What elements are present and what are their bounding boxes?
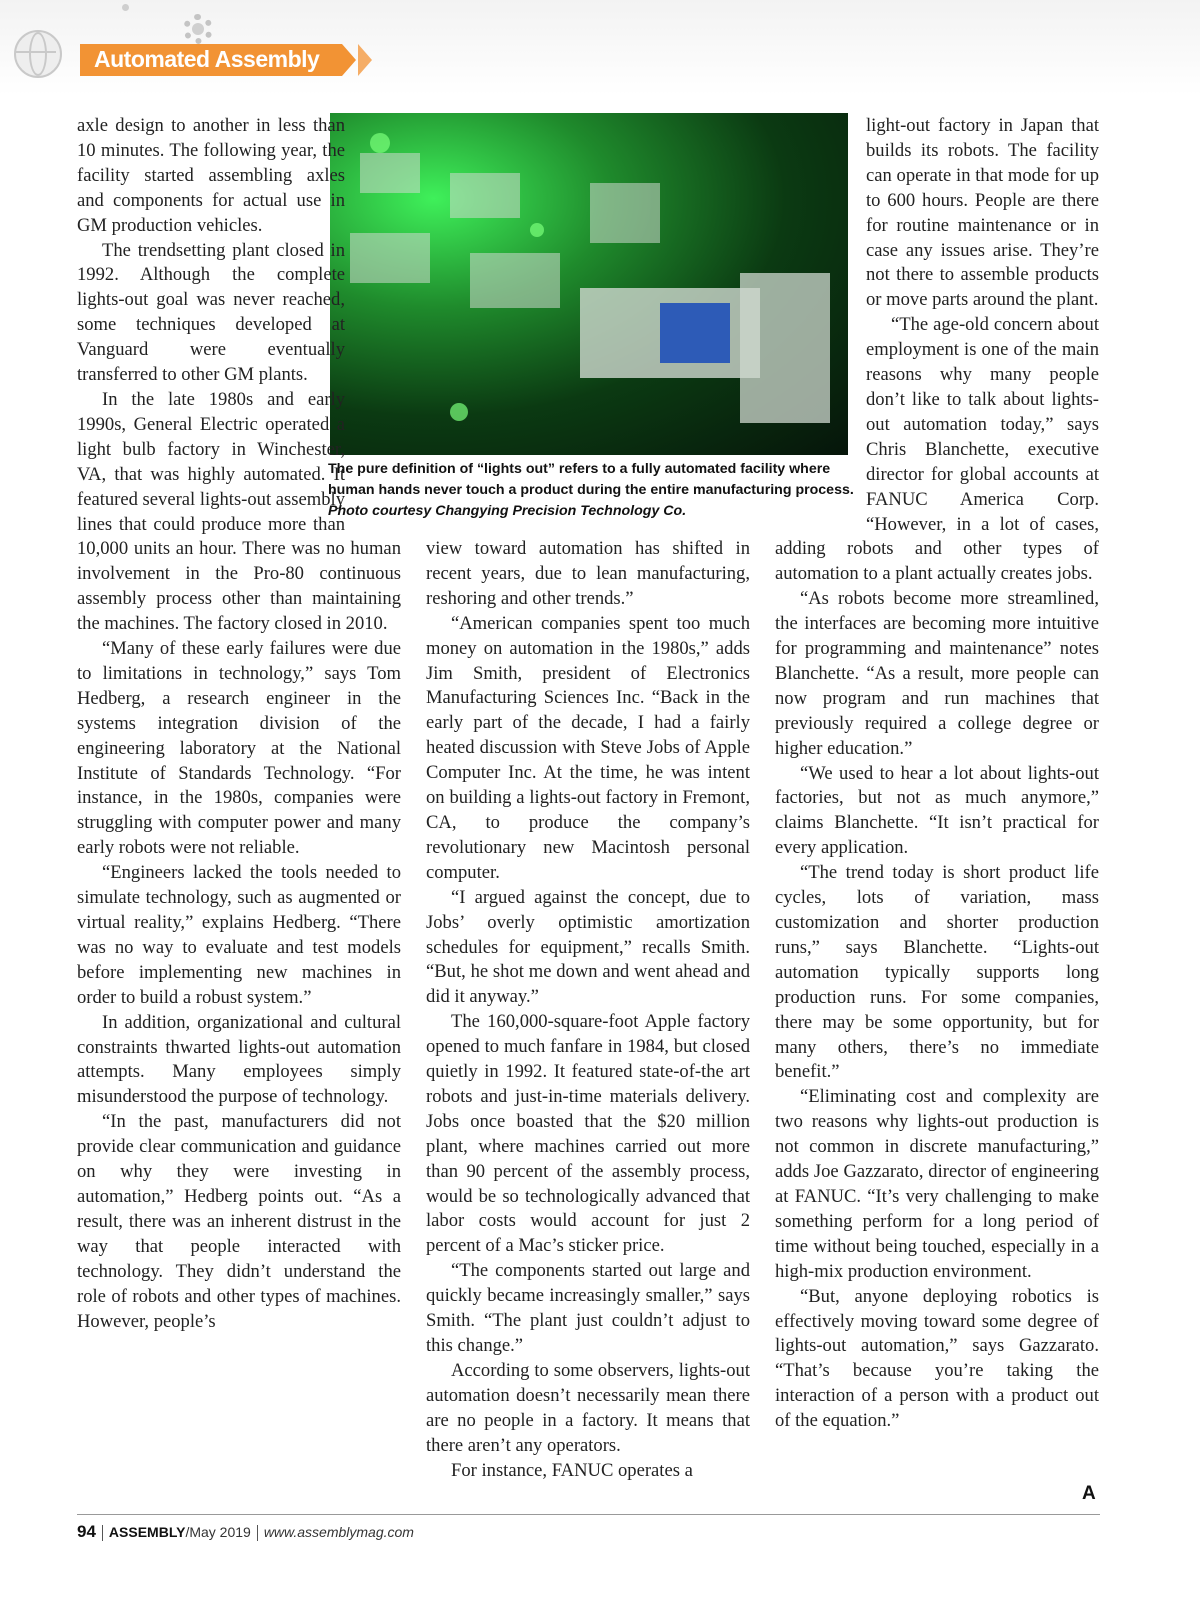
photo-machine <box>590 183 660 243</box>
photo-credit: Photo courtesy Changying Precision Technology Co. <box>328 503 687 519</box>
page-number: 94 <box>77 1522 96 1541</box>
chevron-right-icon <box>358 44 372 76</box>
gear-hub <box>192 23 204 35</box>
column-3 <box>775 114 1099 1434</box>
caption-text: The pure definition of “lights out” refers to a fully automated facility where human hands never touch a product during the entire manufacturing process. <box>328 461 854 498</box>
photo-machine <box>470 253 560 308</box>
paragraph: In addition, organizational and cultural constraints thwarted lights-out automation attempts. Many employees simply misunderstood the purpose of technology. <box>77 1011 401 1108</box>
issue-date: /May 2019 <box>185 1524 251 1540</box>
paragraph: “But, anyone deploying robotics is effectively moving toward some degree of lights-out automation,” says Gazzarato. “That’s because you’re taking the interaction of a person with a product out of the equation.” <box>775 1285 1099 1432</box>
paragraph: For instance, FANUC operates a <box>451 1459 693 1481</box>
factory-photo <box>330 113 848 455</box>
chevron-right-icon <box>342 44 356 76</box>
paragraph: “American companies spent too much money on automation in the 1980s,” adds Jim Smith, president of Electronics Manufacturing Sciences Inc. “Back in the early part of the decade, I had a fairly heated discussion with Steve Jobs of Apple Computer Inc. At the time, he was intent on building a lights-out factory in Fremont, CA, to produce the company’s revolutionary new Macintosh personal computer. <box>426 612 750 883</box>
paragraph: light-out factory in Japan that builds its robots. The facility can operate in that mode for up to 600 hours. People are there for routine maintenance or in case any issues arise. They’re not there to assemble products or move parts around the plant. <box>866 115 1099 311</box>
magazine-url: www.assemblymag.com <box>263 1524 414 1540</box>
paragraph: “I argued against the concept, due to Jobs’ overly optimistic amortization schedules for equipment,” recalls Smith. “But, he shot me down and went ahead and did it anyway.” <box>426 886 750 1008</box>
paragraph: “Eliminating cost and complexity are two reasons why lights-out production is not common in discrete manufacturing,” adds Joe Gazzarato, director of engineering at FANUC. “It’s very challenging to make something perform for a long period of time without being touched, especially in a high-mix production environment. <box>775 1086 1099 1282</box>
magazine-name: ASSEMBLY <box>108 1524 186 1540</box>
column-2 <box>426 537 750 1483</box>
paragraph: “Engineers lacked the tools needed to simulate technology, such as augmented or virtual reality,” explains Hedberg. “There was no way to evaluate and test models before implementing new machines in order to build a robust system.” <box>77 862 401 1008</box>
section-title: Automated Assembly <box>94 46 320 72</box>
photo-light <box>530 223 544 237</box>
photo-panel <box>660 303 730 363</box>
photo-light <box>450 403 468 421</box>
page-footer <box>77 1522 414 1542</box>
paragraph: “Many of these early failures were due to limitations in technology,” says Tom Hedberg, a research engineer in the systems integration division of the engineering laboratory at the National Institute of Standards Technology. “For instance, in the 1980s, companies were struggling with computer power and many early robots were not reliable. <box>77 638 401 859</box>
paragraph: The trendsetting plant closed in 1992. Although the complete lights-out goal was never reached, some techniques developed at Vanguard were eventually transferred to other GM plants. <box>77 239 345 386</box>
paragraph: According to some observers, lights-out automation doesn’t necessarily mean there are no people in a factory. It means that there aren’t any operators. <box>426 1359 750 1456</box>
paragraph: The 160,000-square-foot Apple factory opened to much fanfare in 1984, but closed quietly in 1992. It featured state-of-the art robots and just-in-time materials delivery. Jobs once boasted that the $20 million plant, where machines carried out more than 90 percent of the assembly process, would be so technologically advanced that labor costs would account for just 2 percent of a Mac’s sticker price. <box>426 1011 750 1257</box>
end-mark: A <box>1082 1483 1096 1504</box>
footer-separator <box>257 1525 258 1541</box>
page-header <box>0 0 1200 95</box>
paragraph: “The age-old concern about employment is one of the main reasons why many people don’t like to talk about lights-out automation today,” says Chris Blanchette, executive director for global accounts at FANUC America Corp. “However, in a lot of cases, adding robots and other types of automation to a plant actually creates jobs. <box>775 314 1099 585</box>
globe-icon <box>14 30 62 78</box>
column-1 <box>77 114 401 1334</box>
footer-divider <box>77 1514 1100 1515</box>
paragraph: “We used to hear a lot about lights-out factories, but not as much anymore,” claims Blanchette. “It isn’t practical for every application. <box>775 762 1099 859</box>
paragraph: “The components started out large and quickly became increasingly smaller,” says Smith. “The plant just couldn’t adjust to this change.” <box>426 1260 750 1356</box>
footer-separator <box>102 1525 103 1541</box>
decor-dot <box>122 4 129 11</box>
paragraph: “As robots become more streamlined, the interfaces are becoming more intuitive for programming and maintenance” notes Blanchette. “As a result, more people can now program and run machines that previously required a college degree or higher education.” <box>775 588 1099 759</box>
section-tag <box>80 44 342 76</box>
paragraph: view toward automation has shifted in recent years, due to lean manufacturing, reshoring and other trends.” <box>426 538 750 609</box>
paragraph: “The trend today is short product life cycles, lots of variation, mass customization and shorter production runs,” says Blanchette. “Lights-out automation typically supports long production runs. For some companies, there may be some opportunity, but for many others, there’s no immediate benefit.” <box>775 862 1099 1083</box>
paragraph: In the late 1980s and early 1990s, General Electric operated a light bulb factory in Winchester, VA, that was highly automated. It featured several lights-out assembly lines that could produce more than 10,000 units an hour. There was no human involvement in the Pro-80 continuous assembly process other than maintaining the machines. The factory closed in 2010. <box>77 388 401 635</box>
paragraph: “In the past, manufacturers did not provide clear communication and guidance on why they were investing in automation,” Hedberg points out. “As a result, there was an inherent distrust in the way that people interacted with technology. They didn’t understand the role of robots and other types of machines. However, people’s <box>77 1111 401 1332</box>
photo-machine <box>450 173 520 218</box>
paragraph: axle design to another in less than 10 minutes. The following year, the facility started assembling axles and components for actual use in GM production vehicles. <box>77 115 345 236</box>
